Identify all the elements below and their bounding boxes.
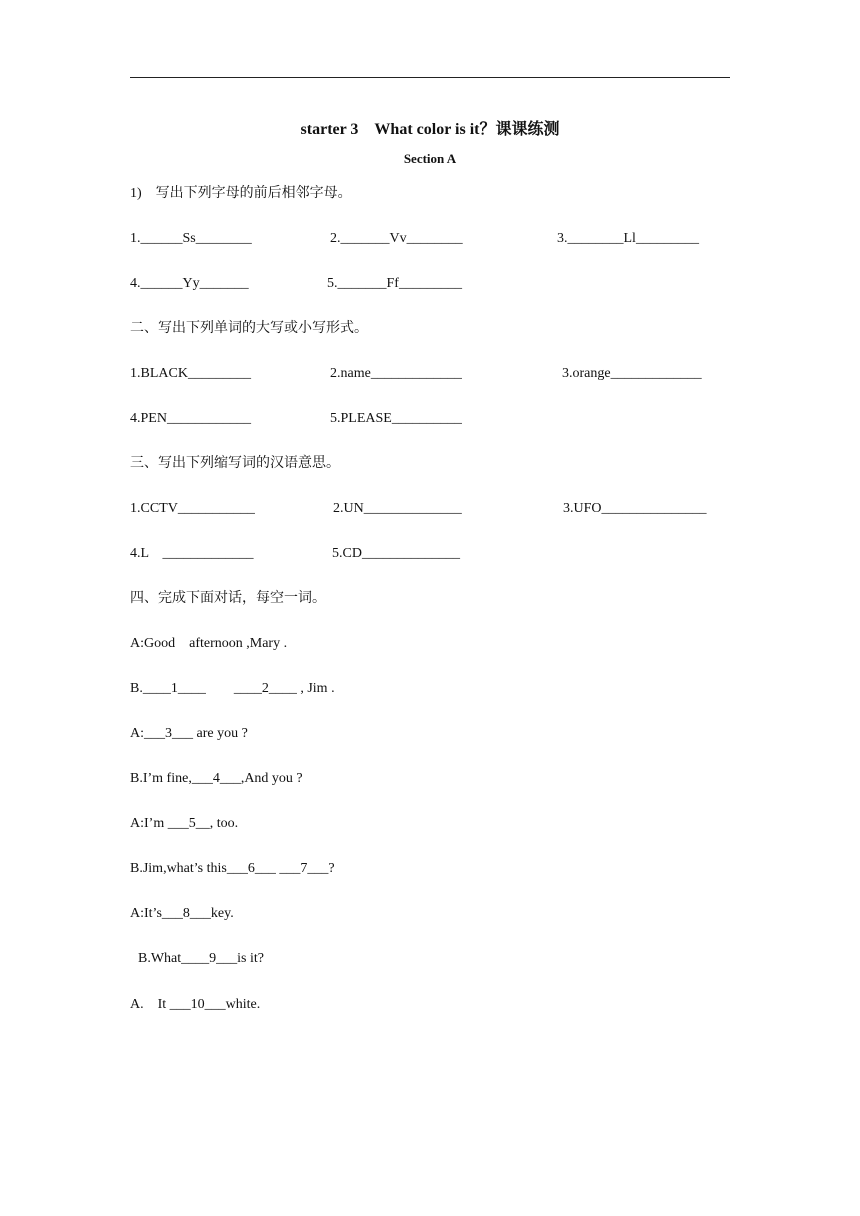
q1-item: 4.______Yy_______ — [130, 276, 249, 291]
q1-heading: 1) 写出下列字母的前后相邻字母。 — [130, 186, 352, 201]
q3-item: 5.CD______________ — [332, 546, 460, 561]
q1-item: 2._______Vv________ — [330, 231, 463, 246]
dialogue-line: B.Jim,what’s this___6___ ___7___? — [130, 861, 335, 876]
q3-heading: 三、写出下列缩写词的汉语意思。 — [130, 456, 340, 471]
q2-item: 1.BLACK_________ — [130, 366, 251, 381]
dialogue-line: B.What____9___is it? — [138, 951, 264, 966]
dialogue-line: A:It’s___8___key. — [130, 906, 234, 921]
section-title: Section A — [403, 151, 457, 166]
q1-item: 5._______Ff_________ — [327, 276, 462, 291]
q3-item: 4.L _____________ — [130, 546, 254, 561]
q4-heading: 四、完成下面对话，每空一词。 — [130, 591, 326, 606]
q1-item: 1.______Ss________ — [130, 231, 252, 246]
q2-heading: 二、写出下列单词的大写或小写形式。 — [130, 321, 368, 336]
dialogue-line: B.____1____ ____2____ , Jim . — [130, 681, 335, 696]
dialogue-line: A:___3___ are you ? — [130, 726, 248, 741]
q3-item: 1.CCTV___________ — [130, 501, 255, 516]
dialogue-line: B.I’m fine,___4___,And you ? — [130, 771, 303, 786]
q2-item: 5.PLEASE__________ — [330, 411, 462, 426]
header-rule — [130, 77, 730, 78]
q3-item: 2.UN______________ — [333, 501, 462, 516]
document-title: starter 3 What color is it？课课练测 — [300, 121, 560, 138]
q2-item: 3.orange_____________ — [562, 366, 702, 381]
q2-item: 4.PEN____________ — [130, 411, 251, 426]
dialogue-line: A. It ___10___white. — [130, 997, 261, 1012]
q3-item: 3.UFO_______________ — [563, 501, 707, 516]
dialogue-line: A:Good afternoon ,Mary . — [130, 636, 288, 651]
dialogue-line: A:I’m ___5__, too. — [130, 816, 239, 831]
q2-item: 2.name_____________ — [330, 366, 462, 381]
q1-item: 3.________Ll_________ — [557, 231, 699, 246]
